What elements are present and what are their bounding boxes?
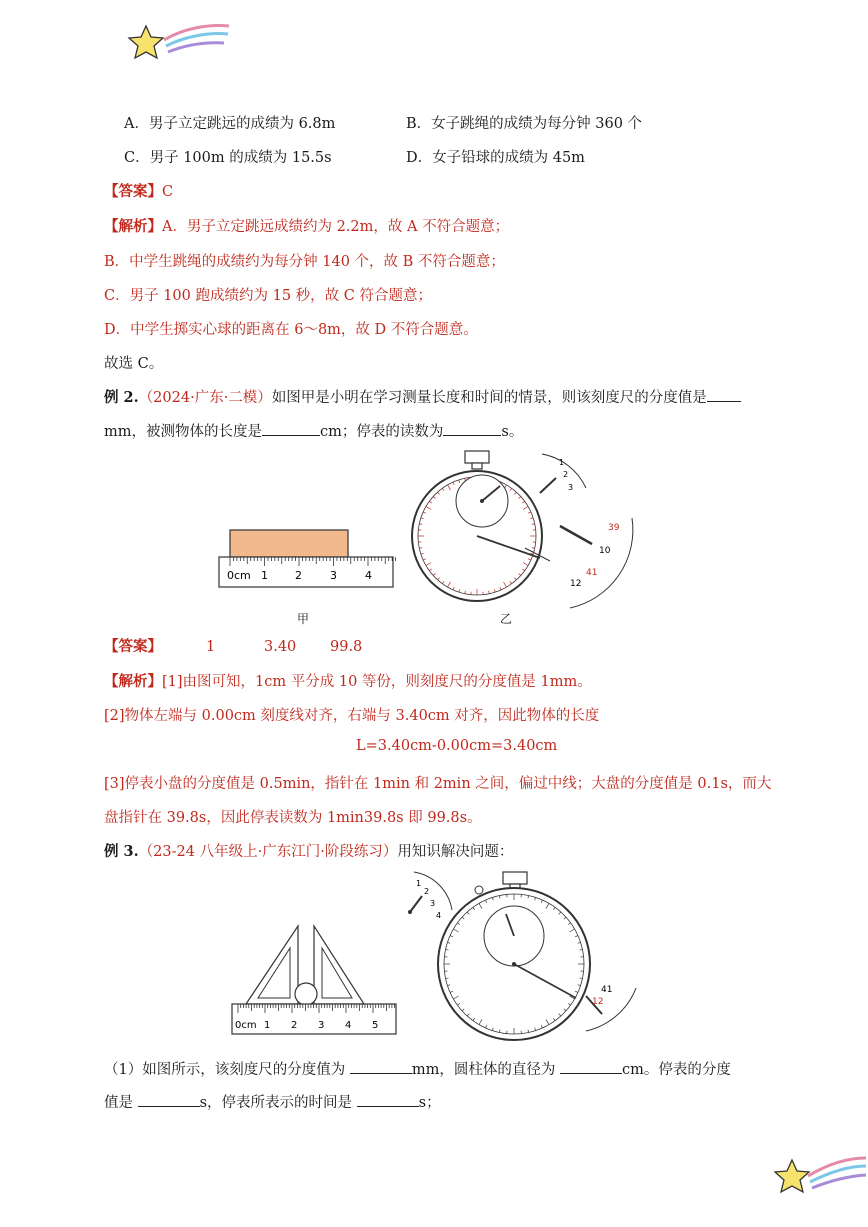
- svg-text:41: 41: [601, 985, 613, 995]
- answer-label: 【答案】: [104, 183, 162, 200]
- ruler-label-1: 1: [261, 569, 268, 582]
- ex3-ruler-figure: [228, 920, 400, 1040]
- svg-text:3: 3: [318, 1020, 325, 1031]
- ex2-label: 例 2.: [104, 389, 139, 406]
- ex2-analysis-line-5: 盘指针在 39.8s，因此停表读数为 1min39.8s 即 99.8s。: [104, 810, 482, 826]
- ex2-analysis-line-1: 【解析】[1]由图可知，1cm 平分成 10 等份，则刻度尺的分度值是 1mm。: [104, 673, 592, 690]
- ex2-blank-2[interactable]: [262, 422, 320, 436]
- svg-text:1: 1: [559, 458, 565, 467]
- svg-text:12: 12: [570, 579, 582, 589]
- option-d: D．女子铅球的成绩为 45m: [406, 150, 585, 166]
- ruler-label-2: 2: [295, 569, 302, 582]
- q1-analysis-line-4: D．中学生掷实心球的距离在 6～8m，故 D 不符合题意。: [104, 322, 478, 338]
- star-decoration-bottom: [770, 1152, 868, 1202]
- ex2-blank-1[interactable]: [707, 388, 741, 402]
- ruler-label-0: 0cm: [227, 569, 251, 582]
- option-a: A．男子立定跳远的成绩为 6.8m: [124, 116, 336, 132]
- caption-yi: 乙: [500, 612, 513, 626]
- ex3-blank-1[interactable]: [350, 1060, 412, 1074]
- svg-text:4: 4: [345, 1020, 352, 1031]
- svg-text:3: 3: [430, 899, 436, 908]
- ex2-question-line-2: mm，被测物体的长度是 cm；停表的读数为 s。: [104, 424, 524, 440]
- ex2-analysis-line-2: [2]物体左端与 0.00cm 刻度线对齐，右端与 3.40cm 对齐，因此物体的长度: [104, 708, 600, 724]
- ex3-q1-line-2: 值是 s，停表所表示的时间是 s；: [104, 1095, 441, 1111]
- svg-text:2: 2: [291, 1020, 298, 1031]
- ex2-answer: 【答案】 1 3.40 99.8: [104, 638, 363, 655]
- svg-text:4: 4: [436, 911, 442, 920]
- svg-text:12: 12: [592, 997, 604, 1007]
- svg-text:39: 39: [608, 523, 620, 533]
- ex3-blank-4[interactable]: [357, 1093, 419, 1107]
- ex2-analysis-formula: L=3.40cm-0.00cm=3.40cm: [356, 738, 558, 754]
- option-b: B．女子跳绳的成绩为每分钟 360 个: [406, 116, 643, 132]
- q1-analysis-line-1: 【解析】A．男子立定跳远成绩约为 2.2m，故 A 不符合题意；: [104, 218, 510, 235]
- q1-conclusion: 故选 C。: [104, 356, 164, 372]
- ex3-blank-3[interactable]: [138, 1093, 200, 1107]
- ex3-stopwatch-figure: [406, 866, 642, 1042]
- ex2-stopwatch-figure: [410, 446, 655, 618]
- ex2-source: （2024·广东·二模）: [138, 390, 272, 406]
- q1-answer: [104, 180, 173, 201]
- answer-value: C: [162, 184, 174, 200]
- ex2-question-line-1: 例 2.（2024·广东·二模）如图甲是小明在学习测量长度和时间的情景，则该刻度尺的分度值是: [104, 386, 741, 407]
- svg-text:3: 3: [568, 483, 574, 492]
- svg-text:5: 5: [372, 1020, 379, 1031]
- q1-analysis-line-2: B．中学生跳绳的成绩约为每分钟 140 个，故 B 不符合题意；: [104, 254, 505, 270]
- ex3-question-line-1: 例 3.（23-24 八年级上·广东江门·阶段练习）用知识解决问题：: [104, 843, 514, 860]
- star-decoration-top: [124, 18, 234, 68]
- svg-text:1: 1: [264, 1020, 271, 1031]
- ex2-blank-3[interactable]: [443, 422, 501, 436]
- analysis-label: 【解析】: [104, 218, 162, 235]
- ex2-ruler-figure: [215, 525, 400, 593]
- ex2-analysis-line-4: [3]停表小盘的分度值是 0.5min，指针在 1min 和 2min 之间，偏过中线；大盘的分度值是 0.1s，而大: [104, 776, 772, 792]
- ex3-q1-line-1: （1）如图所示，该刻度尺的分度值为 mm，圆柱体的直径为 cm。停表的分度: [104, 1062, 731, 1078]
- svg-text:2: 2: [563, 470, 569, 479]
- q1-analysis-line-3: C．男子 100 跑成绩约为 15 秒，故 C 符合题意；: [104, 288, 432, 304]
- svg-text:41: 41: [586, 568, 598, 578]
- svg-text:2: 2: [424, 887, 430, 896]
- ruler-label-3: 3: [330, 569, 337, 582]
- ruler-label-4: 4: [365, 569, 372, 582]
- svg-text:0cm: 0cm: [235, 1020, 257, 1031]
- svg-text:1: 1: [416, 879, 422, 888]
- caption-jia: 甲: [297, 612, 310, 626]
- option-c: C．男子 100m 的成绩为 15.5s: [124, 150, 332, 166]
- svg-text:10: 10: [599, 546, 611, 556]
- ex3-blank-2[interactable]: [560, 1060, 622, 1074]
